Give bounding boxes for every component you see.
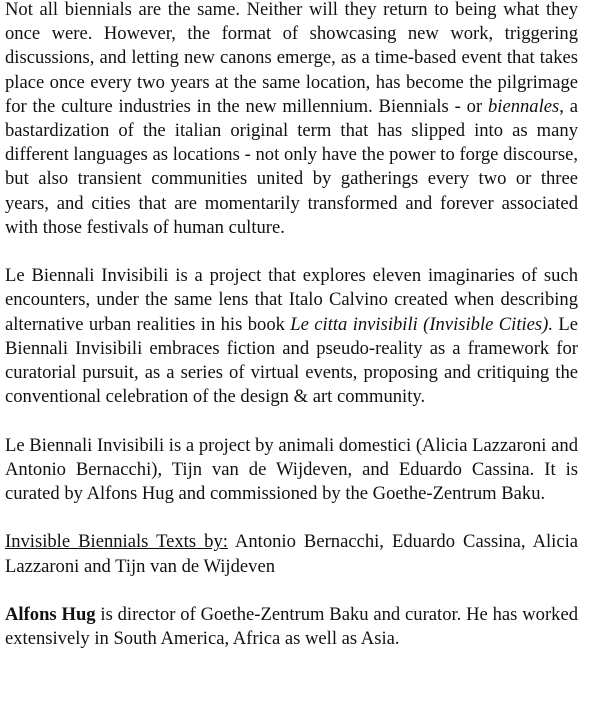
project-text-start: Le Biennali Invisibili is a project that explores eleven imaginaries of such encounters, under the same lens that Italo Calvino created when describing alternative urban realities in his book <box>5 265 578 335</box>
texts-by-label: Invisible Biennials Texts by: <box>5 531 228 553</box>
curator-bio-text: is director of Goethe-Zentrum Baku and curator. He has worked extensively in South America, Africa as well as Asia. <box>5 604 578 650</box>
intro-text-end: , a bastardization of the italian original term that has slipped into as many different languages as locations - not only have the power to forge discourse, but also transient communities united by gatherings every two or three years, and cities that are momentarily transformed and forever associated with those festivals of human culture. <box>5 95 578 238</box>
project-text-end: Le Biennali Invisibili embraces fiction and pseudo-reality as a framework for curatorial pursuit, as a series of virtual events, proposing and critiquing the conventional celebration of the design & art community. <box>5 313 578 408</box>
credits-paragraph <box>5 434 578 507</box>
intro-text-start: Not all biennials are the same. Neither will they return to being what they once were. However, the format of showcasing new work, triggering discussions, and letting new canons emerge, as a time-based event that takes place once every two years at the same location, has become the pilgrimage for the culture industries in the new millennium. Biennials - or <box>5 0 578 117</box>
curator-bio-paragraph <box>5 603 578 651</box>
biennales-italic-term: biennales <box>487 95 560 117</box>
book-title-italic: Le citta invisibili (Invisible Cities). <box>290 313 553 335</box>
texts-by-paragraph <box>5 530 578 578</box>
intro-paragraph <box>5 0 578 240</box>
project-description-paragraph <box>5 264 578 409</box>
texts-by-authors: Antonio Bernacchi, Eduardo Cassina, Alicia Lazzaroni and Tijn van de Wijdeven <box>5 531 578 577</box>
curator-name: Alfons Hug <box>5 604 96 626</box>
credits-text: Le Biennali Invisibili is a project by animali domestici (Alicia Lazzaroni and Antonio Bernacchi), Tijn van de Wijdeven, and Eduardo Cassina. It is curated by Alfons Hug and commissioned by the Goethe-Zentrum Baku. <box>5 434 578 505</box>
document-body <box>5 0 578 651</box>
